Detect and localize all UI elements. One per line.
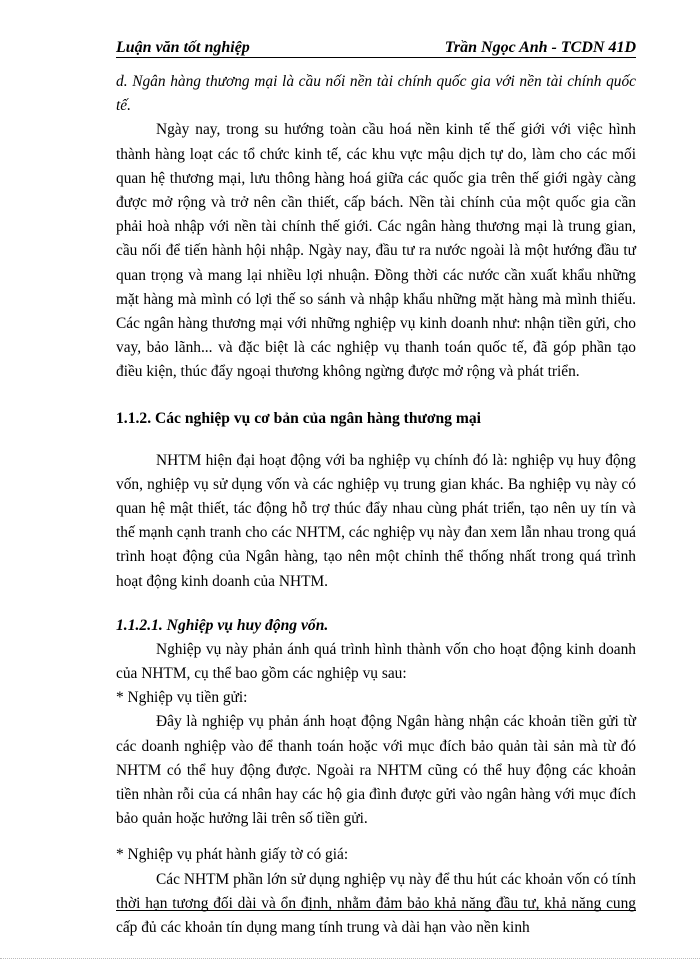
paragraph-deposits: Đây là nghiệp vụ phản ánh hoạt động Ngân hàng nhận các khoản tiền gửi từ các doanh nghiệp vào để thanh toán hoặc với mục đích bảo quản tài sản mà từ đó NHTM có thể huy động được. Ngoài ra NHTM cũng có thể huy động các khoản tiền nhàn rỗi của cá nhân hay các hộ gia đình được gửi vào ngân hàng với mục đích bảo quản hoặc hưởng lãi trên số tiền gửi. bbox=[116, 713, 636, 828]
page-header bbox=[116, 37, 636, 57]
bullet-deposits: * Nghiệp vụ tiền gửi: bbox=[116, 689, 248, 707]
header-left-text: Luận văn tốt nghiệp bbox=[116, 39, 250, 56]
header-right-text: Trần Ngọc Anh - TCDN 41D bbox=[444, 39, 636, 56]
heading-1-1-2-1: 1.1.2.1. Nghiệp vụ huy động vốn. bbox=[116, 616, 329, 634]
paragraph-section-d: d. Ngân hàng thương mại là cầu nối nền tài chính quốc gia với nền tài chính quốc tế. bbox=[116, 73, 636, 115]
document-body bbox=[116, 70, 636, 940]
header-divider bbox=[116, 57, 636, 58]
bullet-securities: * Nghiệp vụ phát hành giấy tờ có giá: bbox=[116, 846, 349, 864]
paragraph-capital-mobilization: Nghiệp vụ này phản ánh quá trình hình thành vốn cho hoạt động kinh doanh của NHTM, cụ thể bao gồm các nghiệp vụ sau: bbox=[116, 640, 636, 683]
page-bottom-border bbox=[0, 958, 700, 959]
paragraph-globalization: Ngày nay, trong su hướng toàn cầu hoá nền kinh tế thế giới với việc hình thành hàng loạt các tổ chức kinh tế, các khu vực mậu dịch tự do, làm cho các mối quan hệ thương mại, lưu thông hàng hoá giữa các quốc gia trên thế giới ngày càng được mở rộng và trở nên cần thiết, cấp bách. Nền tài chính của một quốc gia cần phải hoà nhập với nền tài chính thế giới. Các ngân hàng thương mại là trung gian, cầu nối để tiến hành hội nhập. Ngày nay, đầu tư ra nước ngoài là một hướng đầu tư quan trọng và mang lại nhiều lợi nhuận. Đồng thời các nước cần xuất khẩu những mặt hàng mà mình có lợi thế so sánh và nhập khẩu những mặt hàng mà mình thiếu. Các ngân hàng thương mại với những nghiệp vụ kinh doanh như: nhận tiền gửi, cho vay, bảo lãnh... và đặc biệt là các nghiệp vụ thanh toán quốc tế, đã góp phần tạo điều kiện, thúc đẩy ngoại thương không ngừng được mở rộng và phát triển. bbox=[116, 121, 636, 381]
paragraph-three-operations: NHTM hiện đại hoạt động với ba nghiệp vụ chính đó là: nghiệp vụ huy động vốn, nghiệp vụ sử dụng vốn và các nghiệp vụ trung gian khác. Ba nghiệp vụ này có quan hệ mật thiết, tác động hỗ trợ thúc đẩy nhau cùng phát triển, tạo nên uy tín và thế mạnh cạnh tranh cho các NHTM, các nghiệp vụ này đan xem lẫn nhau trong quá trình hoạt động của Ngân hàng, tạo nên một chỉnh thể thống nhất trong quá trình hoạt động kinh doanh của NHTM. bbox=[116, 451, 636, 590]
footer-divider bbox=[116, 910, 636, 911]
paragraph-securities: Các NHTM phần lớn sử dụng nghiệp vụ này để thu hút các khoản vốn có tính thời hạn tương đối dài và ổn định, nhằm đảm bảo khả năng đầu tư, khả năng cung cấp đủ các khoản tín dụng mang tính trung và dài hạn vào nền kinh bbox=[116, 870, 636, 937]
heading-1-1-2: 1.1.2. Các nghiệp vụ cơ bản của ngân hàng thương mại bbox=[116, 409, 481, 427]
